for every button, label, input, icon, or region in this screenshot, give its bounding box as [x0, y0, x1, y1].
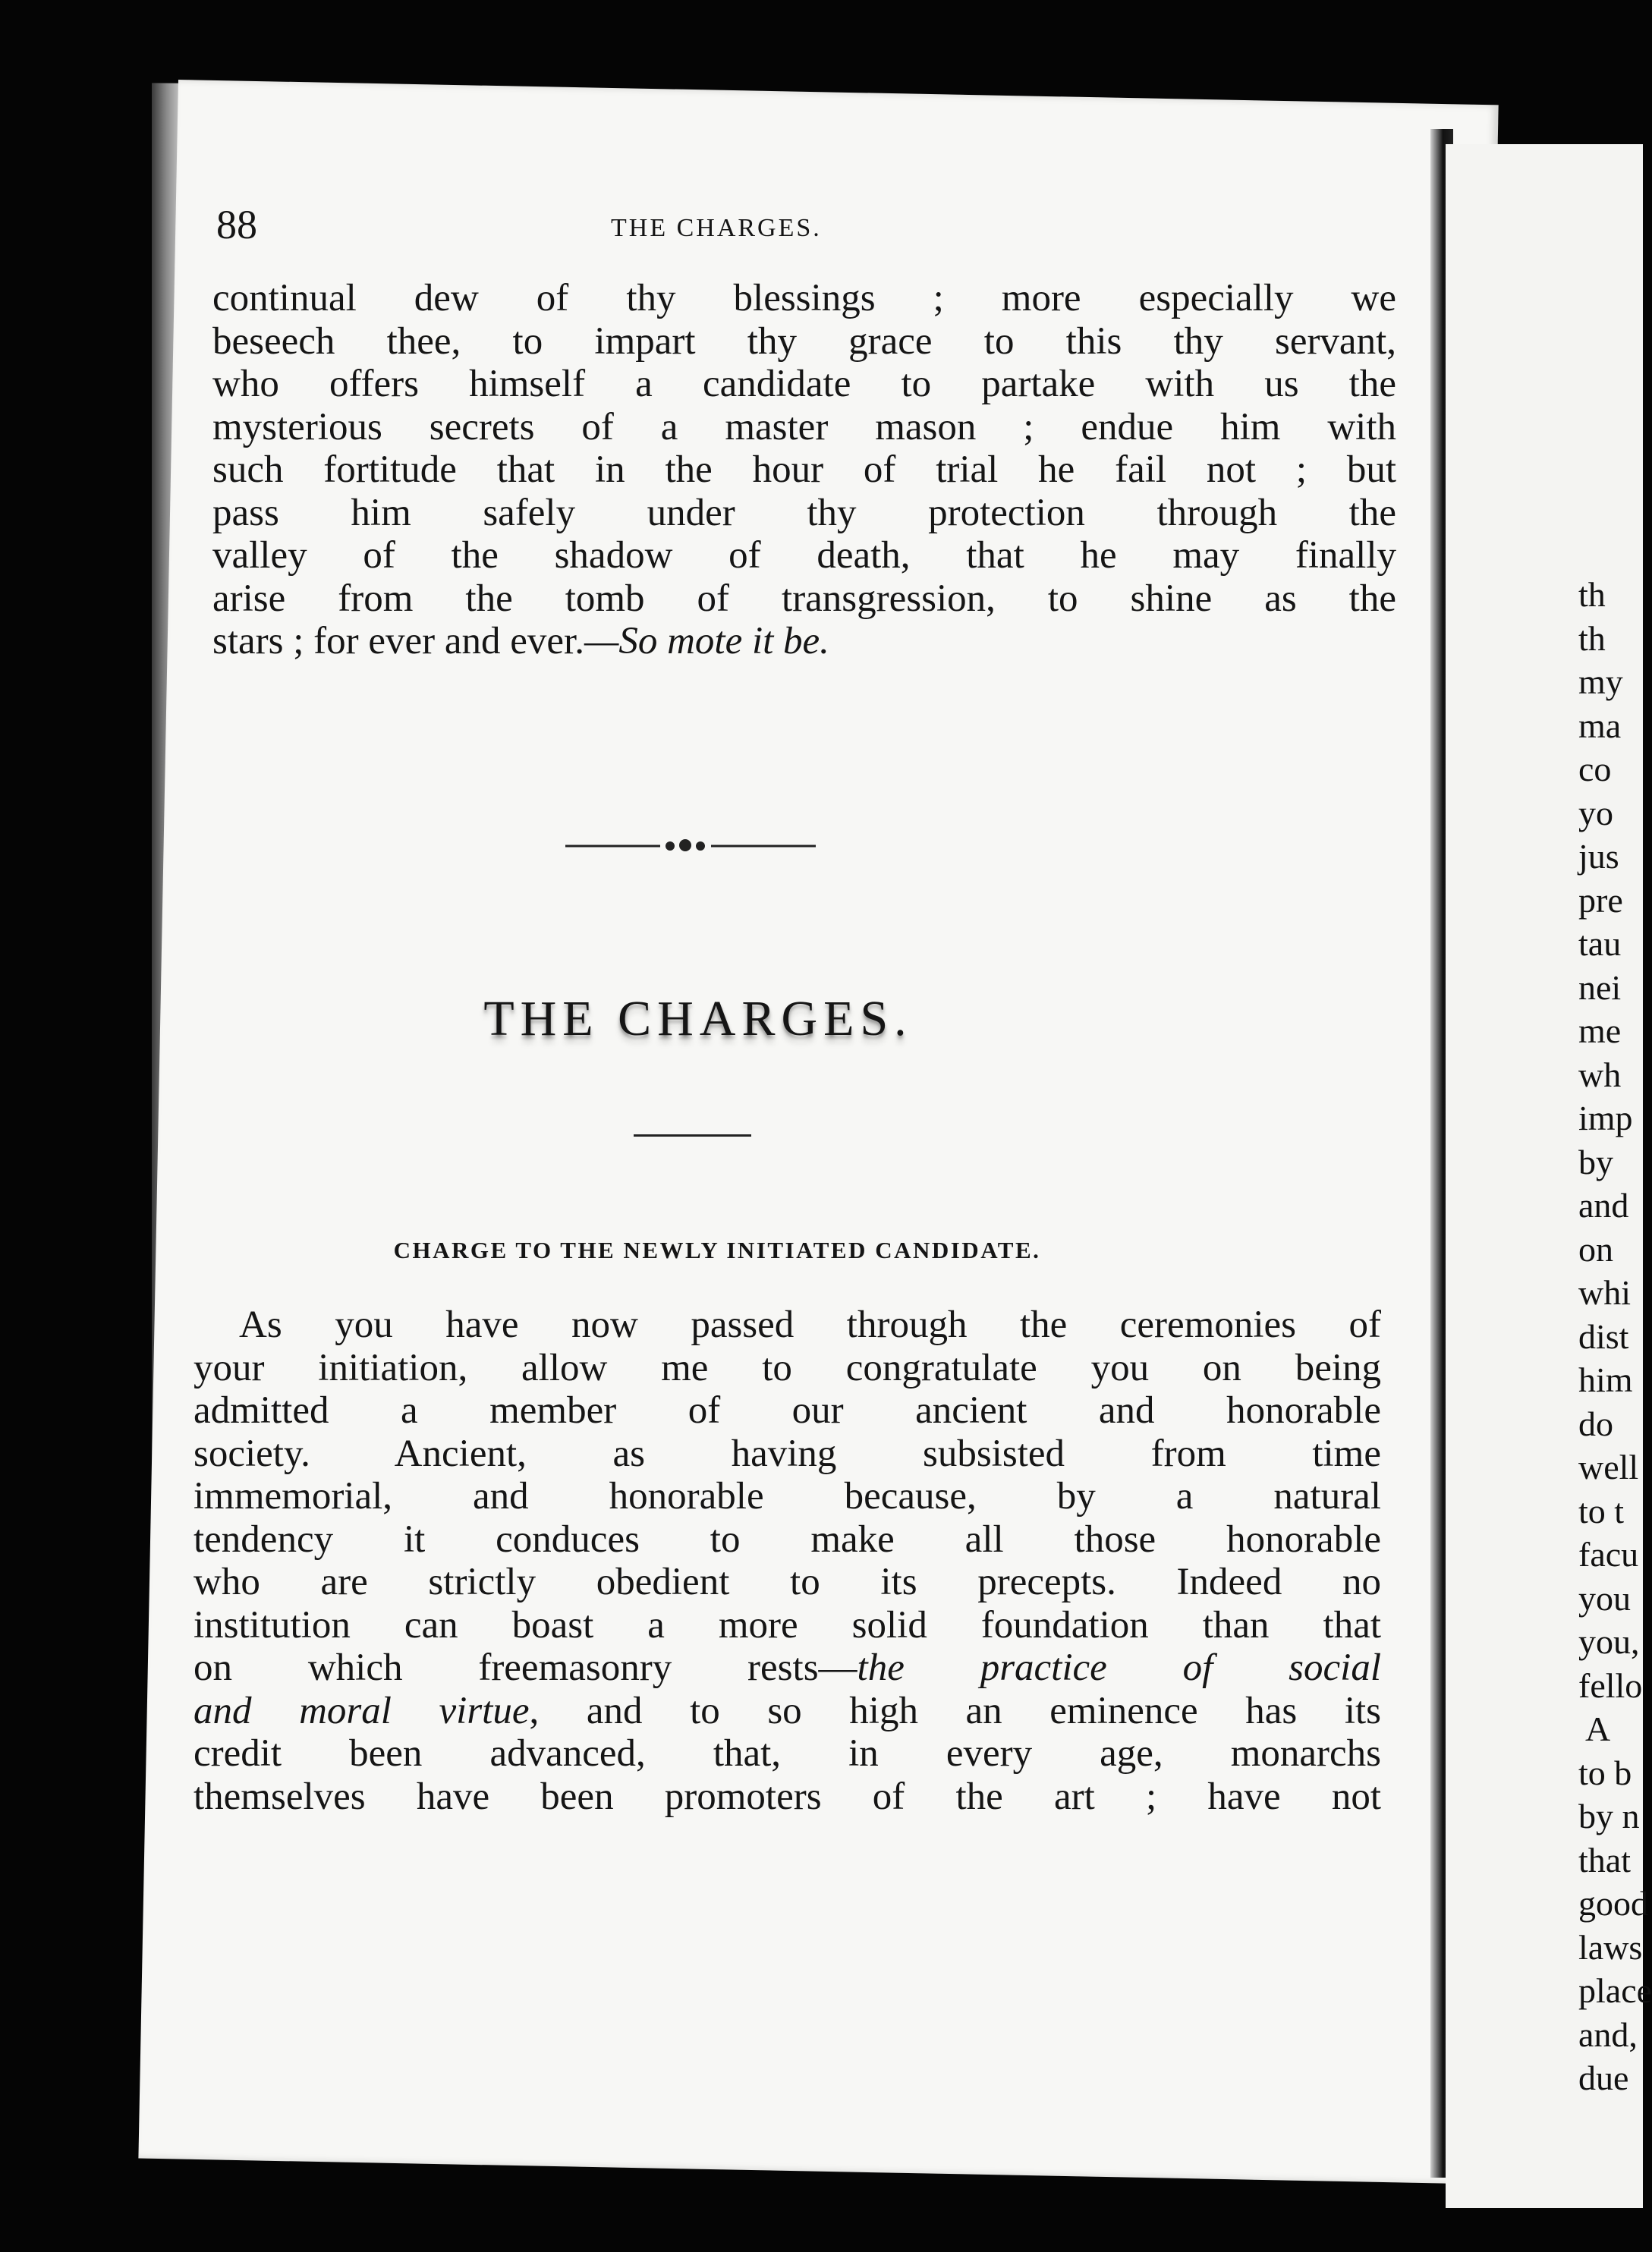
text-line: arise from the tomb of transgression, to shine as the [212, 577, 1396, 620]
text-line: beseech thee, to impart thy grace to this thy servant, [212, 319, 1396, 363]
charge-paragraph [194, 1304, 1381, 1818]
text-line: who are strictly obedient to its precepts. Indeed no [194, 1561, 1381, 1603]
text-line: admitted a member of our ancient and honorable [194, 1389, 1381, 1432]
right-page-line-fragment: ma [1578, 706, 1622, 745]
prayer-paragraph [212, 277, 1396, 663]
right-page-line-fragment: place [1578, 1971, 1652, 2010]
right-page-line-fragment: you, [1578, 1622, 1640, 1661]
right-page-line-fragment: nei [1578, 967, 1622, 1007]
right-page-line-fragment: yo [1578, 793, 1613, 832]
right-page-text [1578, 573, 1652, 2100]
text-line: who offers himself a candidate to partake with us the [212, 363, 1396, 405]
right-page-line-fragment: due [1578, 2059, 1629, 2097]
text-line: mysterious secrets of a master mason ; endue him with [212, 405, 1396, 448]
text-line: society. Ancient, as having subsisted from time [194, 1432, 1381, 1475]
right-page-line-fragment: to b [1578, 1753, 1632, 1792]
page-number: 88 [216, 202, 257, 247]
right-page-line-fragment: th [1578, 618, 1606, 658]
right-page-line-fragment: to t [1578, 1491, 1625, 1530]
right-page-line-fragment: A [1578, 1709, 1611, 1748]
line-plain: , and to so high an eminence has its [529, 1689, 1381, 1732]
right-page-line-fragment: tau [1578, 924, 1622, 963]
right-page-line-fragment: by n [1578, 1797, 1640, 1835]
text-line [194, 1690, 1381, 1733]
text-line: such fortitude that in the hour of trial he fail not ; but [212, 448, 1396, 491]
section-heading: THE CHARGES. [483, 991, 913, 1046]
right-page-line-fragment: well [1578, 1448, 1639, 1486]
right-page-line-fragment: whi [1578, 1273, 1631, 1312]
right-page-line-fragment: and, [1578, 2015, 1638, 2054]
text-line: valley of the shadow of death, that he may finally [212, 534, 1396, 577]
ornamental-divider [565, 835, 816, 857]
right-page-line-fragment: facu [1578, 1535, 1639, 1574]
right-page-line-fragment: co [1578, 750, 1612, 788]
right-page-line-fragment: pre [1578, 880, 1623, 920]
right-page-line-fragment: th [1578, 575, 1606, 614]
right-page-line-fragment: that [1578, 1840, 1631, 1879]
closing-plain: stars ; for ever and ever. [212, 620, 584, 662]
text-line: pass him safely under thy protection through the [212, 491, 1396, 534]
text-line: themselves have been promoters of the art ; have not [194, 1775, 1381, 1818]
heading-rule [634, 1134, 751, 1137]
right-page-line-fragment: my [1578, 662, 1623, 701]
right-page-line-fragment: him [1578, 1360, 1633, 1399]
text-line: your initiation, allow me to congratulate you on being [194, 1346, 1381, 1389]
text-line [194, 1647, 1381, 1690]
text-line: institution can boast a more solid foundation than that [194, 1603, 1381, 1647]
right-page-line-fragment: dist [1578, 1316, 1629, 1356]
right-page-line-fragment: imp [1578, 1099, 1633, 1137]
right-page-line-fragment: laws [1578, 1927, 1643, 1967]
text-line-closing [212, 620, 1396, 663]
right-page-line-fragment: jus [1578, 837, 1619, 876]
running-head: THE CHARGES. [611, 214, 822, 242]
closing-italic: —So mote it be. [584, 620, 829, 662]
text-line: immemorial, and honorable because, by a natural [194, 1475, 1381, 1518]
right-page-line-fragment: me [1578, 1011, 1622, 1050]
right-page-line-fragment: and [1578, 1186, 1629, 1225]
right-page-line-fragment: by [1578, 1142, 1622, 1181]
right-page-line-fragment: good [1578, 1884, 1648, 1923]
right-page-line-fragment: fello [1578, 1665, 1643, 1705]
line-plain: on which freemasonry rests— [194, 1647, 857, 1689]
text-line: continual dew of thy blessings ; more especially we [212, 277, 1396, 319]
right-page [1446, 144, 1652, 2208]
text-line: tendency it conduces to make all those honorable [194, 1518, 1381, 1561]
right-page-line-fragment: you [1578, 1578, 1631, 1618]
text-line: As you have now passed through the ceremonies of [239, 1304, 1381, 1346]
right-page-line-fragment: on [1578, 1229, 1622, 1269]
right-page-line-fragment: do [1578, 1404, 1622, 1443]
text-line: credit been advanced, that, in every age, monarchs [194, 1732, 1381, 1775]
right-page-line-fragment: wh [1578, 1055, 1622, 1094]
line-italic: the practice of social [857, 1647, 1381, 1689]
section-subheading: CHARGE TO THE NEWLY INITIATED CANDIDATE. [393, 1237, 1041, 1263]
line-italic: and moral virtue [194, 1689, 530, 1732]
